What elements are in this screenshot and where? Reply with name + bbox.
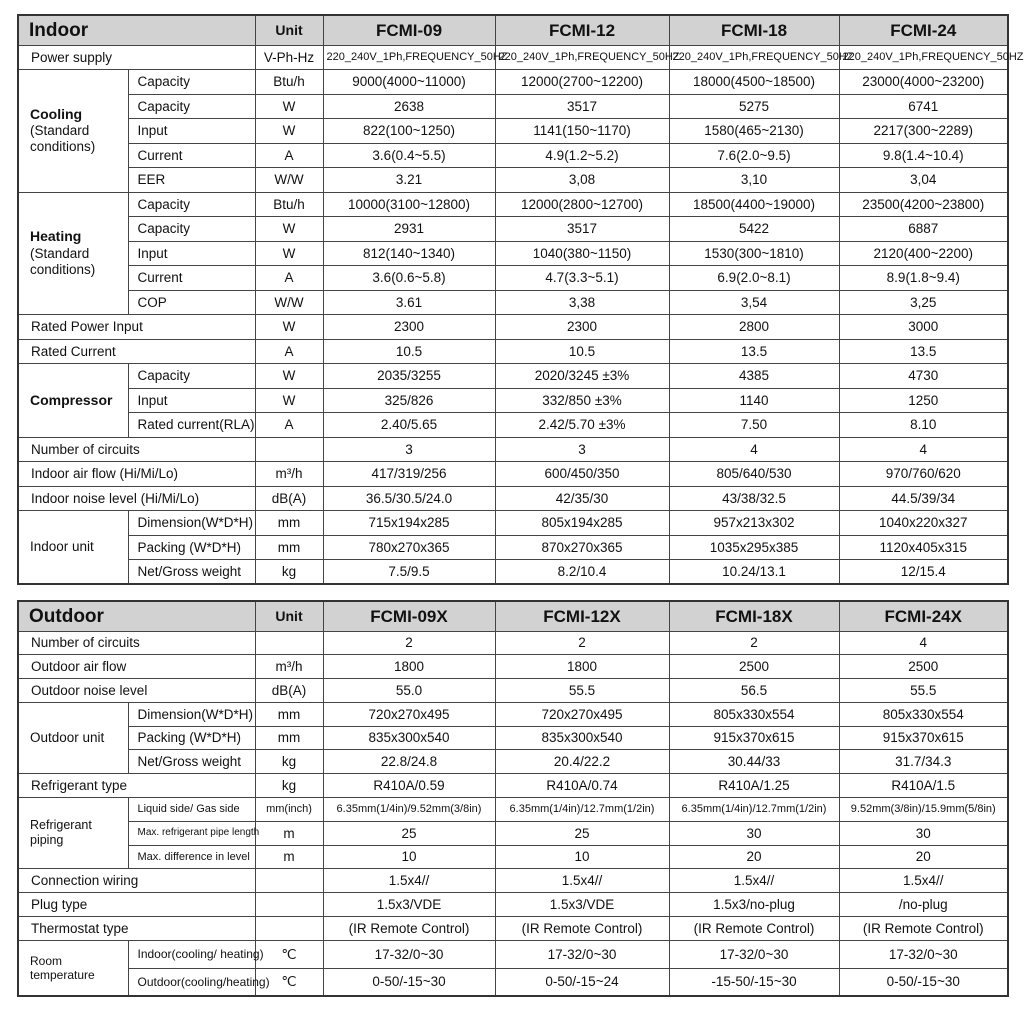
row-label: Input	[128, 119, 255, 144]
cooling-title: Cooling	[30, 105, 83, 122]
indoor-spec-table	[17, 14, 1024, 585]
value-cell: 18000(4500~18500)	[669, 70, 839, 95]
row-unit: dB(A)	[255, 679, 323, 703]
row-label: EER	[128, 168, 255, 193]
row-label: Plug type	[18, 893, 255, 917]
heating-group-label	[18, 192, 128, 315]
row-unit: Btu/h	[255, 192, 323, 217]
value-cell: 6.35mm(1/4in)/12.7mm(1/2in)	[669, 798, 839, 822]
value-cell: 5422	[669, 217, 839, 242]
value-cell: 13.5	[669, 339, 839, 364]
row-label: Max. refrigerant pipe length	[128, 821, 255, 845]
value-cell: 2300	[495, 315, 669, 340]
heating-row	[18, 290, 1008, 315]
heating-subtitle: (Standard conditions)	[30, 245, 96, 277]
value-cell: 1040x220x327	[839, 511, 1008, 536]
model-header: FCMI-09	[323, 15, 495, 45]
value-cell: 55.0	[323, 679, 495, 703]
row-label: Refrigerant type	[18, 774, 255, 798]
model-header: FCMI-09X	[323, 601, 495, 631]
value-cell: 3.21	[323, 168, 495, 193]
value-cell: 0-50/-15~30	[323, 968, 495, 996]
row-unit: ℃	[255, 968, 323, 996]
row-unit: W	[255, 217, 323, 242]
value-cell: 3.61	[323, 290, 495, 315]
value-cell: 822(100~1250)	[323, 119, 495, 144]
value-cell: 13.5	[839, 339, 1008, 364]
cooling-row	[18, 143, 1008, 168]
row-unit	[255, 869, 323, 893]
value-cell: 325/826	[323, 388, 495, 413]
row-label: Indoor(cooling/ heating)	[128, 940, 255, 968]
row-unit: W/W	[255, 168, 323, 193]
value-cell: 835x300x540	[495, 726, 669, 750]
value-cell: 7.50	[669, 413, 839, 438]
value-cell: 780x270x365	[323, 535, 495, 560]
row-label: Thermostat type	[18, 917, 255, 941]
outdoor-section-title: Outdoor	[18, 601, 255, 631]
indoor-air-flow-row	[18, 462, 1008, 487]
refrigerant-piping-group-label: Refrigerant piping	[18, 798, 128, 869]
value-cell: 20	[839, 845, 1008, 869]
row-unit: W	[255, 241, 323, 266]
value-cell: 2.40/5.65	[323, 413, 495, 438]
cooling-row	[18, 119, 1008, 144]
value-cell: 915x370x615	[669, 726, 839, 750]
indoor-unit-group-label: Indoor unit	[18, 511, 128, 585]
model-header: FCMI-12	[495, 15, 669, 45]
value-cell: 6.9(2.0~8.1)	[669, 266, 839, 291]
value-cell: 0-50/-15~24	[495, 968, 669, 996]
row-unit: m	[255, 821, 323, 845]
indoor-section-title: Indoor	[18, 15, 255, 45]
value-cell: 1.5x4//	[839, 869, 1008, 893]
value-cell: 332/850 ±3%	[495, 388, 669, 413]
indoor-noise-row	[18, 486, 1008, 511]
value-cell: 36.5/30.5/24.0	[323, 486, 495, 511]
row-unit: ℃	[255, 940, 323, 968]
value-cell: 220_240V_1Ph,FREQUENCY_50HZ	[495, 45, 669, 70]
value-cell: 417/319/256	[323, 462, 495, 487]
row-label: Rated Current	[18, 339, 255, 364]
value-cell: 3,38	[495, 290, 669, 315]
value-cell: 220_240V_1Ph,FREQUENCY_50HZ	[323, 45, 495, 70]
value-cell: 30.44/33	[669, 750, 839, 774]
row-label: Input	[128, 241, 255, 266]
row-unit	[255, 631, 323, 655]
row-label: Input	[128, 388, 255, 413]
value-cell: 5275	[669, 94, 839, 119]
row-unit: m	[255, 845, 323, 869]
value-cell: 1.5x4//	[495, 869, 669, 893]
compressor-title: Compressor	[30, 391, 113, 408]
value-cell: 25	[323, 821, 495, 845]
value-cell: 3517	[495, 94, 669, 119]
outdoor-spec-table	[17, 600, 1009, 997]
value-cell: R410A/1.25	[669, 774, 839, 798]
refrigerant-type-row	[18, 774, 1008, 798]
value-cell: 7.6(2.0~9.5)	[669, 143, 839, 168]
value-cell: 23000(4000~23200)	[839, 70, 1008, 95]
value-cell: (IR Remote Control)	[839, 917, 1008, 941]
value-cell: 1035x295x385	[669, 535, 839, 560]
outdoor-unit-row	[18, 750, 1008, 774]
value-cell: 3,25	[839, 290, 1008, 315]
row-unit: A	[255, 413, 323, 438]
row-unit: mm	[255, 511, 323, 536]
cooling-subtitle: (Standard conditions)	[30, 123, 96, 155]
value-cell: 8.10	[839, 413, 1008, 438]
row-label: Outdoor air flow	[18, 655, 255, 679]
row-label: Current	[128, 143, 255, 168]
value-cell: 2300	[323, 315, 495, 340]
row-unit: W	[255, 119, 323, 144]
row-unit: kg	[255, 750, 323, 774]
row-unit: W	[255, 94, 323, 119]
value-cell: 805/640/530	[669, 462, 839, 487]
cooling-row	[18, 94, 1008, 119]
row-label: Power supply	[18, 45, 255, 70]
outdoor-unit-row	[18, 726, 1008, 750]
row-label: Liquid side/ Gas side	[128, 798, 255, 822]
row-label: Packing (W*D*H)	[128, 726, 255, 750]
value-cell: 2931	[323, 217, 495, 242]
value-cell: 17-32/0~30	[839, 940, 1008, 968]
row-unit	[255, 917, 323, 941]
value-cell: 1.5x4//	[323, 869, 495, 893]
value-cell: 12000(2800~12700)	[495, 192, 669, 217]
thermostat-type-row	[18, 917, 1008, 941]
row-unit	[255, 893, 323, 917]
indoor-unit-row	[18, 560, 1008, 585]
refrigerant-piping-row	[18, 845, 1008, 869]
number-of-circuits-row	[18, 437, 1008, 462]
value-cell: 4	[839, 631, 1008, 655]
compressor-row	[18, 388, 1008, 413]
value-cell: 3	[495, 437, 669, 462]
value-cell: 600/450/350	[495, 462, 669, 487]
row-label: Current	[128, 266, 255, 291]
value-cell: 4	[669, 437, 839, 462]
value-cell: 18500(4400~19000)	[669, 192, 839, 217]
row-label: Max. difference in level	[128, 845, 255, 869]
value-cell: 31.7/34.3	[839, 750, 1008, 774]
value-cell: 4.7(3.3~5.1)	[495, 266, 669, 291]
value-cell: 56.5	[669, 679, 839, 703]
value-cell: 9.52mm(3/8in)/15.9mm(5/8in)	[839, 798, 1008, 822]
value-cell: 3,08	[495, 168, 669, 193]
value-cell: 4385	[669, 364, 839, 389]
value-cell: 1.5x3/VDE	[323, 893, 495, 917]
outdoor-header-row	[18, 601, 1008, 631]
value-cell: 3517	[495, 217, 669, 242]
value-cell: 8.9(1.8~9.4)	[839, 266, 1008, 291]
value-cell: 1.5x4//	[669, 869, 839, 893]
value-cell: 25	[495, 821, 669, 845]
value-cell: 3000	[839, 315, 1008, 340]
value-cell: 812(140~1340)	[323, 241, 495, 266]
row-label: Rated Power Input	[18, 315, 255, 340]
row-label: Outdoor noise level	[18, 679, 255, 703]
row-label: Packing (W*D*H)	[128, 535, 255, 560]
value-cell: 1530(300~1810)	[669, 241, 839, 266]
row-label: Outdoor(cooling/heating)	[128, 968, 255, 996]
value-cell: 805x194x285	[495, 511, 669, 536]
value-cell: 220_240V_1Ph,FREQUENCY_50HZ	[669, 45, 839, 70]
value-cell: 12000(2700~12200)	[495, 70, 669, 95]
value-cell: 9000(4000~11000)	[323, 70, 495, 95]
value-cell: 2020/3245 ±3%	[495, 364, 669, 389]
power-supply-row	[18, 45, 1008, 70]
cooling-row	[18, 168, 1008, 193]
rated-power-input-row	[18, 315, 1008, 340]
compressor-row	[18, 413, 1008, 438]
outdoor-unit-row	[18, 702, 1008, 726]
value-cell: 970/760/620	[839, 462, 1008, 487]
row-label: Capacity	[128, 70, 255, 95]
row-label: Dimension(W*D*H)	[128, 511, 255, 536]
value-cell: 720x270x495	[495, 702, 669, 726]
value-cell: (IR Remote Control)	[323, 917, 495, 941]
value-cell: 42/35/30	[495, 486, 669, 511]
value-cell: 17-32/0~30	[495, 940, 669, 968]
cooling-group-label	[18, 70, 128, 193]
value-cell: 6.35mm(1/4in)/12.7mm(1/2in)	[495, 798, 669, 822]
row-unit: W	[255, 364, 323, 389]
value-cell: 6.35mm(1/4in)/9.52mm(3/8in)	[323, 798, 495, 822]
value-cell: 1800	[323, 655, 495, 679]
value-cell: (IR Remote Control)	[495, 917, 669, 941]
value-cell: 2217(300~2289)	[839, 119, 1008, 144]
row-label: Capacity	[128, 364, 255, 389]
row-label: Rated current(RLA)	[128, 413, 255, 438]
value-cell: R410A/0.74	[495, 774, 669, 798]
row-unit: W	[255, 388, 323, 413]
value-cell: 43/38/32.5	[669, 486, 839, 511]
value-cell: 4.9(1.2~5.2)	[495, 143, 669, 168]
compressor-row	[18, 364, 1008, 389]
value-cell: 2500	[839, 655, 1008, 679]
row-unit: A	[255, 266, 323, 291]
value-cell: 22.8/24.8	[323, 750, 495, 774]
value-cell: 1250	[839, 388, 1008, 413]
value-cell: 10000(3100~12800)	[323, 192, 495, 217]
compressor-group-label	[18, 364, 128, 438]
value-cell: 0-50/-15~30	[839, 968, 1008, 996]
model-header: FCMI-18	[669, 15, 839, 45]
value-cell: 8.2/10.4	[495, 560, 669, 585]
rated-current-row	[18, 339, 1008, 364]
model-header: FCMI-24	[839, 15, 1008, 45]
value-cell: 6887	[839, 217, 1008, 242]
value-cell: 720x270x495	[323, 702, 495, 726]
value-cell: 23500(4200~23800)	[839, 192, 1008, 217]
unit-column-header: Unit	[255, 15, 323, 45]
model-header: FCMI-18X	[669, 601, 839, 631]
value-cell: 1.5x3/no-plug	[669, 893, 839, 917]
value-cell: 3.6(0.6~5.8)	[323, 266, 495, 291]
value-cell: 9.8(1.4~10.4)	[839, 143, 1008, 168]
row-label: COP	[128, 290, 255, 315]
value-cell: 715x194x285	[323, 511, 495, 536]
value-cell: 12/15.4	[839, 560, 1008, 585]
value-cell: 44.5/39/34	[839, 486, 1008, 511]
unit-column-header: Unit	[255, 601, 323, 631]
row-unit: kg	[255, 774, 323, 798]
value-cell: 10.24/13.1	[669, 560, 839, 585]
value-cell: 2500	[669, 655, 839, 679]
value-cell: 4	[839, 437, 1008, 462]
value-cell: 1141(150~1170)	[495, 119, 669, 144]
heating-row	[18, 241, 1008, 266]
row-unit: dB(A)	[255, 486, 323, 511]
value-cell: 17-32/0~30	[323, 940, 495, 968]
heating-row	[18, 192, 1008, 217]
heating-row	[18, 217, 1008, 242]
row-unit	[255, 437, 323, 462]
value-cell: 10.5	[323, 339, 495, 364]
row-unit: V-Ph-Hz	[255, 45, 323, 70]
plug-type-row	[18, 893, 1008, 917]
value-cell: R410A/0.59	[323, 774, 495, 798]
value-cell: 55.5	[839, 679, 1008, 703]
value-cell: 17-32/0~30	[669, 940, 839, 968]
value-cell: 3,10	[669, 168, 839, 193]
value-cell: 3,54	[669, 290, 839, 315]
row-unit: kg	[255, 560, 323, 585]
value-cell: 10.5	[495, 339, 669, 364]
outdoor-unit-group-label: Outdoor unit	[18, 702, 128, 773]
value-cell: 1800	[495, 655, 669, 679]
value-cell: 3	[323, 437, 495, 462]
row-label: Dimension(W*D*H)	[128, 702, 255, 726]
value-cell: 30	[839, 821, 1008, 845]
value-cell: R410A/1.5	[839, 774, 1008, 798]
room-temperature-group-label: Room temperature	[18, 940, 128, 996]
indoor-header-row	[18, 15, 1008, 45]
value-cell: /no-plug	[839, 893, 1008, 917]
value-cell: 2035/3255	[323, 364, 495, 389]
heating-title: Heating	[30, 228, 82, 245]
connection-wiring-row	[18, 869, 1008, 893]
value-cell: 3.6(0.4~5.5)	[323, 143, 495, 168]
room-temperature-row	[18, 968, 1008, 996]
outdoor-noise-row	[18, 679, 1008, 703]
value-cell: 1580(465~2130)	[669, 119, 839, 144]
value-cell: 835x300x540	[323, 726, 495, 750]
value-cell: 1140	[669, 388, 839, 413]
row-unit: mm(inch)	[255, 798, 323, 822]
row-label: Connection wiring	[18, 869, 255, 893]
row-label: Net/Gross weight	[128, 750, 255, 774]
row-label: Capacity	[128, 192, 255, 217]
row-label: Number of circuits	[18, 631, 255, 655]
row-label: Number of circuits	[18, 437, 255, 462]
row-unit: Btu/h	[255, 70, 323, 95]
row-unit: m³/h	[255, 655, 323, 679]
value-cell: 4730	[839, 364, 1008, 389]
indoor-unit-row	[18, 511, 1008, 536]
row-unit: A	[255, 339, 323, 364]
model-header: FCMI-24X	[839, 601, 1008, 631]
value-cell: 10	[323, 845, 495, 869]
value-cell: 2	[323, 631, 495, 655]
cooling-row	[18, 70, 1008, 95]
row-label: Indoor air flow (Hi/Mi/Lo)	[18, 462, 255, 487]
refrigerant-piping-row	[18, 821, 1008, 845]
value-cell: 2	[495, 631, 669, 655]
row-label: Net/Gross weight	[128, 560, 255, 585]
value-cell: -15-50/-15~30	[669, 968, 839, 996]
value-cell: 2.42/5.70 ±3%	[495, 413, 669, 438]
value-cell: 6741	[839, 94, 1008, 119]
row-unit: W/W	[255, 290, 323, 315]
value-cell: 1.5x3/VDE	[495, 893, 669, 917]
value-cell: 957x213x302	[669, 511, 839, 536]
value-cell: 3,04	[839, 168, 1008, 193]
indoor-unit-row	[18, 535, 1008, 560]
value-cell: 2638	[323, 94, 495, 119]
number-of-circuits-row	[18, 631, 1008, 655]
model-header: FCMI-12X	[495, 601, 669, 631]
row-unit: A	[255, 143, 323, 168]
value-cell: 7.5/9.5	[323, 560, 495, 585]
row-unit: W	[255, 315, 323, 340]
value-cell: 20	[669, 845, 839, 869]
value-cell: 30	[669, 821, 839, 845]
value-cell: 2800	[669, 315, 839, 340]
value-cell: 10	[495, 845, 669, 869]
value-cell: 2	[669, 631, 839, 655]
value-cell: 1120x405x315	[839, 535, 1008, 560]
value-cell: 915x370x615	[839, 726, 1008, 750]
value-cell: 870x270x365	[495, 535, 669, 560]
value-cell: (IR Remote Control)	[669, 917, 839, 941]
row-unit: mm	[255, 535, 323, 560]
row-label: Capacity	[128, 217, 255, 242]
value-cell: 805x330x554	[839, 702, 1008, 726]
row-label: Capacity	[128, 94, 255, 119]
value-cell: 20.4/22.2	[495, 750, 669, 774]
value-cell: 805x330x554	[669, 702, 839, 726]
value-cell: 220_240V_1Ph,FREQUENCY_50HZ	[839, 45, 1008, 70]
room-temperature-row	[18, 940, 1008, 968]
outdoor-air-flow-row	[18, 655, 1008, 679]
row-unit: mm	[255, 702, 323, 726]
row-label: Indoor noise level (Hi/Mi/Lo)	[18, 486, 255, 511]
heating-row	[18, 266, 1008, 291]
row-unit: mm	[255, 726, 323, 750]
refrigerant-piping-row	[18, 798, 1008, 822]
row-unit: m³/h	[255, 462, 323, 487]
value-cell: 55.5	[495, 679, 669, 703]
value-cell: 1040(380~1150)	[495, 241, 669, 266]
value-cell: 2120(400~2200)	[839, 241, 1008, 266]
